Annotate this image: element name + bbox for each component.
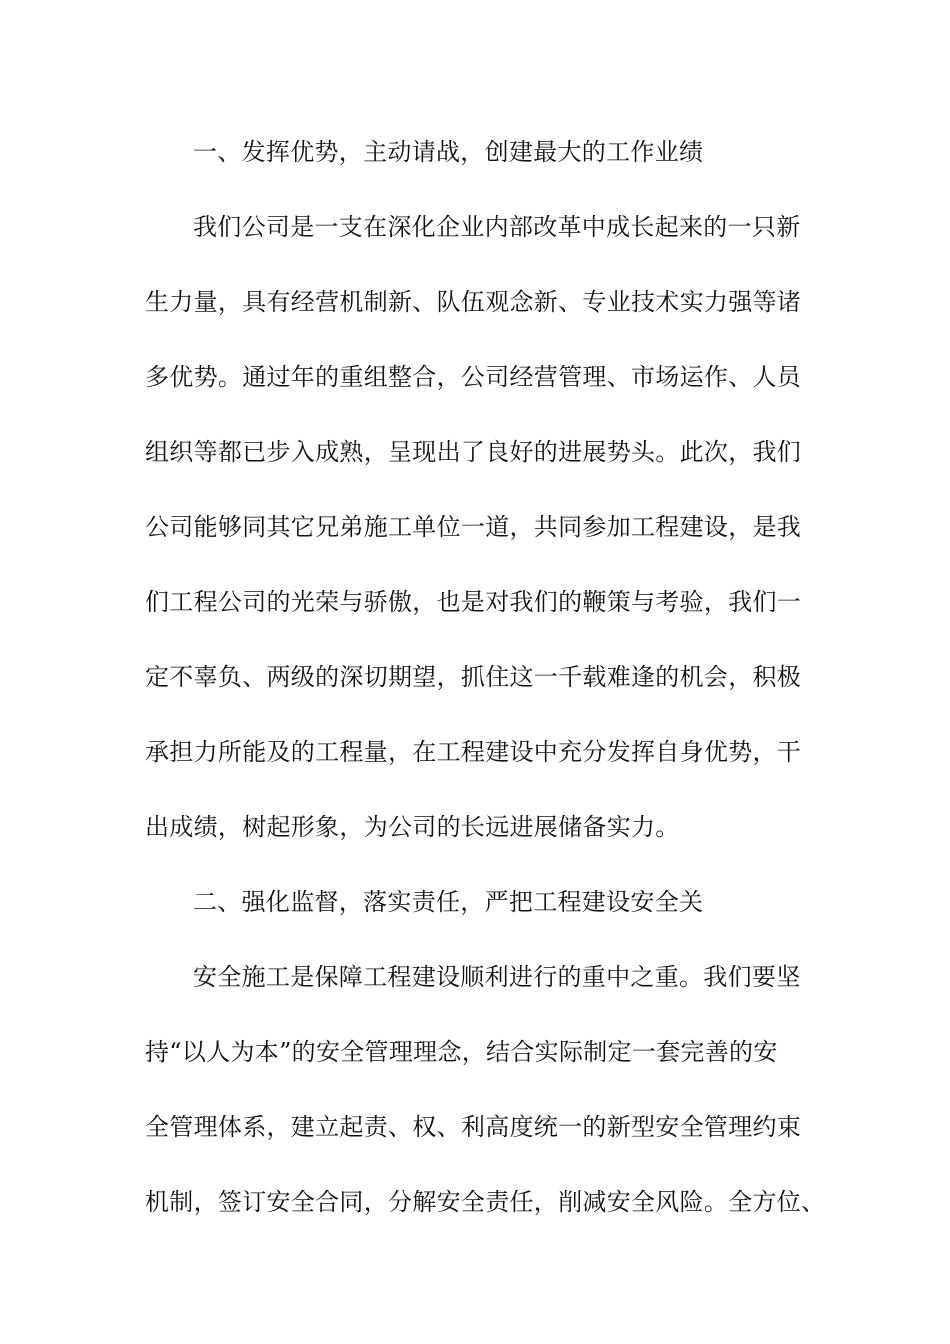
paragraph-line: 安全施工是保障工程建设顺利进行的重中之重。我们要坚 [193,963,801,991]
paragraph-line: 们工程公司的光荣与骄傲，也是对我们的鞭策与考验，我们一 [145,588,802,616]
paragraph-line: 我们公司是一支在深化企业内部改革中成长起来的一只新 [193,213,801,241]
paragraph-line: 公司能够同其它兄弟施工单位一道，共同参加工程建设，是我 [145,513,802,541]
paragraph-line: 多优势。通过年的重组整合，公司经营管理、市场运作、人员 [145,363,802,391]
paragraph-line: 机制，签订安全合同，分解安全责任，削减安全风险。全方位、 [145,1188,826,1216]
paragraph-line: 定不辜负、两级的深切期望，抓住这一千载难逢的机会，积极 [145,663,802,691]
section-heading-1: 一、发挥优势，主动请战，创建最大的工作业绩 [193,138,704,166]
paragraph-line: 组织等都已步入成熟，呈现出了良好的进展势头。此次，我们 [145,438,802,466]
paragraph-line: 全管理体系，建立起责、权、利高度统一的新型安全管理约束 [145,1113,802,1141]
paragraph-line: 生力量，具有经营机制新、队伍观念新、专业技术实力强等诸 [145,288,802,316]
section-heading-2: 二、强化监督，落实责任，严把工程建设安全关 [193,888,704,916]
paragraph-line: 持“以人为本”的安全管理理念，结合实际制定一套完善的安 [145,1038,778,1066]
paragraph-line: 出成绩，树起形象，为公司的长远进展储备实力。 [145,813,680,841]
paragraph-line: 承担力所能及的工程量，在工程建设中充分发挥自身优势，干 [145,738,802,766]
